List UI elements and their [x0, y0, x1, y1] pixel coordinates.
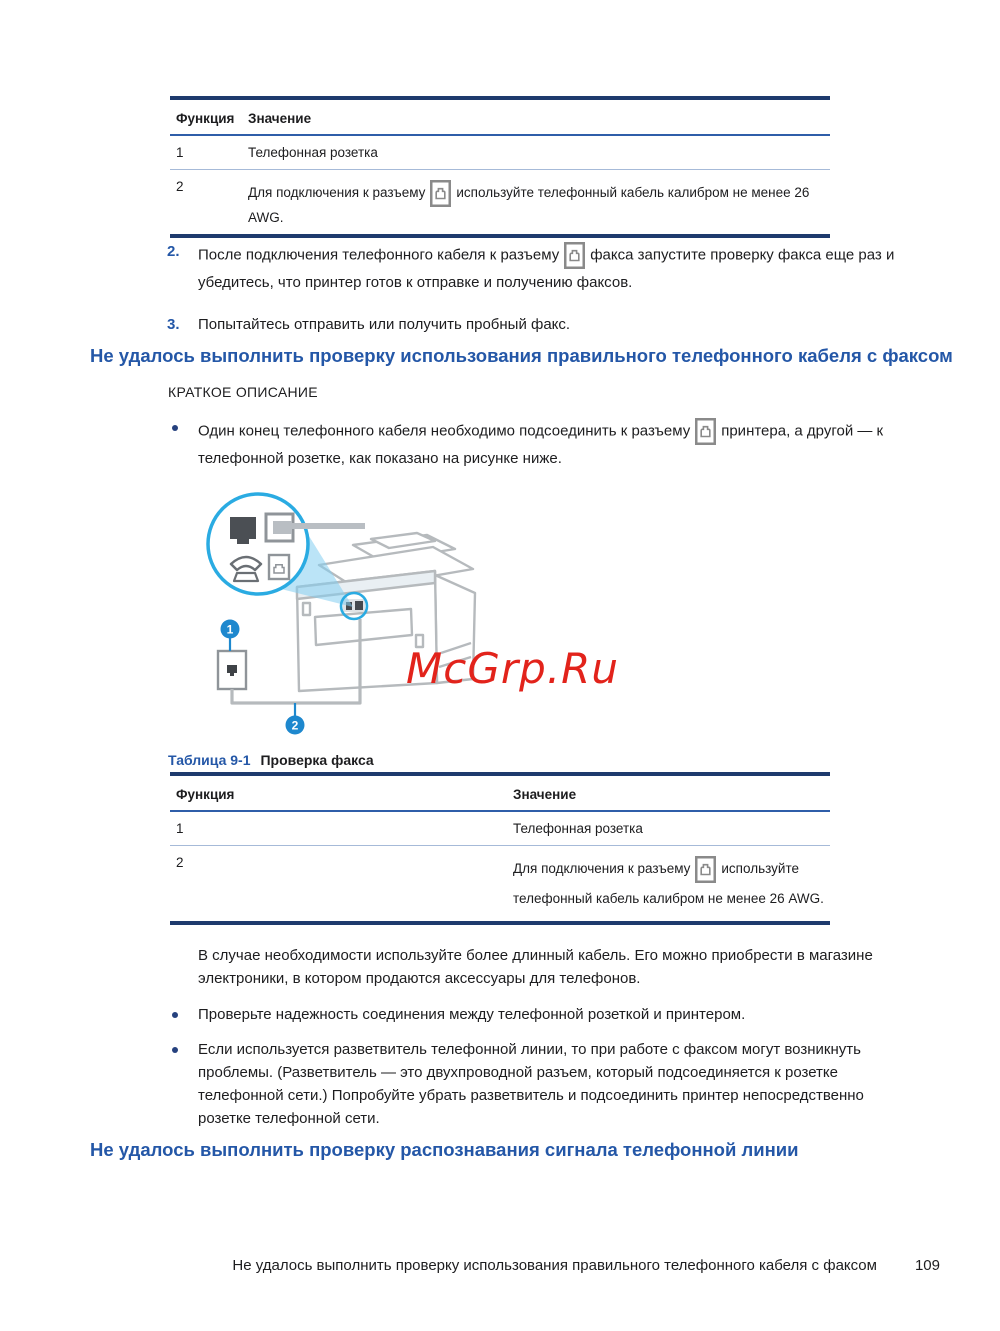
- table-caption-title: Проверка факса: [260, 752, 374, 768]
- bullet-dot: [172, 1012, 178, 1018]
- phone-line-port-icon: [695, 418, 716, 445]
- step-item: [167, 313, 929, 336]
- row-number: 1: [176, 145, 184, 160]
- page-footer: [232, 1254, 940, 1277]
- row-value-text: Для подключения к разъему: [248, 185, 426, 201]
- col-header-value: Значение: [513, 787, 577, 802]
- row-value-text: используйте телефонный кабель калибром не менее 26 AWG.: [248, 185, 810, 225]
- figure-label-1: [221, 620, 240, 652]
- bullet-text: Проверьте надежность соединения между телефонной розеткой и принтером.: [198, 1006, 746, 1023]
- row-value: Телефонная розетка: [513, 821, 643, 836]
- col-header-function: Функция: [176, 787, 235, 802]
- bullet-text-part: Один конец телефонного кабеля необходимо подсоединить к разъему: [198, 422, 691, 440]
- fax-test-table: [170, 772, 830, 925]
- section-heading: Не удалось выполнить проверку распознавания сигнала телефонной линии: [90, 1139, 799, 1160]
- figure-label-2-text: 2: [291, 718, 299, 733]
- wall-jack: [218, 651, 246, 689]
- table-row: [170, 136, 830, 170]
- figure-label-2: [286, 703, 305, 735]
- table-row: [170, 170, 830, 234]
- page-number: 109: [914, 1257, 940, 1274]
- col-header-value: Значение: [248, 111, 312, 126]
- table-row: [170, 846, 830, 921]
- step-text-part: факса запустите проверку факса еще раз и убедитесь, что принтер готов к отправке и получению факсов.: [198, 246, 895, 291]
- plugged-cable: [289, 523, 365, 529]
- row-value: [507, 846, 830, 921]
- bullet-text: Если используется разветвитель телефонной линии, то при работе с факсом могут возникнуть проблемы. (Разветвитель — это двухпроводной разъем, который подсоединяется к розетке телефонной сети.) Попробуйте убрать разветвитель и подсоединить принтер непосредственно розетке телефонной сети.: [198, 1041, 864, 1127]
- bullet-item: [168, 1038, 920, 1130]
- bullet-item: [168, 416, 923, 470]
- bullet-text: [198, 416, 923, 470]
- connector-icon: [269, 555, 289, 579]
- phone-line-port-icon: [564, 242, 585, 269]
- row-value-text: Для подключения к разъему: [513, 861, 691, 877]
- step-item: [167, 240, 929, 294]
- watermark-text: McGrp.Ru: [406, 644, 619, 693]
- footer-running-title: Не удалось выполнить проверку использования правильного телефонного кабеля с факсом: [232, 1257, 877, 1274]
- row-value: Телефонная розетка: [248, 145, 378, 160]
- bullet-text-part: принтера, а другой — к телефонной розетке, как показано на рисунке ниже.: [198, 422, 884, 467]
- row-number: 1: [176, 821, 184, 836]
- section-subheading: КРАТКОЕ ОПИСАНИЕ: [168, 384, 318, 400]
- printer-connection-figure: [203, 483, 723, 751]
- section-heading: Не удалось выполнить проверку использования правильного телефонного кабеля с факсом: [90, 345, 953, 366]
- row-number: 2: [176, 179, 184, 194]
- printer-connection-drawing: [203, 483, 723, 751]
- body-paragraph: В случае необходимости используйте более длинный кабель. Его можно приобрести в магазине электроники, в котором продаются аксессуары для телефонов.: [198, 947, 873, 987]
- figure-label-1-text: 1: [226, 622, 234, 637]
- step-number: 3.: [167, 316, 180, 333]
- bullet-dot: [172, 1047, 178, 1053]
- table-caption: [168, 749, 374, 772]
- step-number: 2.: [167, 243, 180, 260]
- step-text: [198, 240, 929, 294]
- bullet-dot: [172, 425, 178, 431]
- table-header-row: [170, 100, 830, 136]
- table-row: [170, 812, 830, 846]
- phone-line-port-icon: [695, 856, 716, 883]
- row-value: [242, 170, 830, 234]
- table-caption-label: Таблица 9-1: [168, 752, 251, 768]
- step-text: Попытайтесь отправить или получить пробный факс.: [198, 316, 571, 333]
- phone-line-port-icon: [430, 180, 451, 207]
- col-header-function: Функция: [176, 111, 235, 126]
- step-list: [167, 240, 929, 355]
- step-text-part: После подключения телефонного кабеля к разъему: [198, 246, 560, 264]
- table-header-row: [170, 776, 830, 812]
- fax-test-table-top: [170, 96, 830, 238]
- row-number: 2: [176, 855, 184, 870]
- row-value-text: используйте телефонный кабель калибром не менее 26 AWG.: [513, 861, 824, 906]
- bullet-item: [168, 1003, 928, 1026]
